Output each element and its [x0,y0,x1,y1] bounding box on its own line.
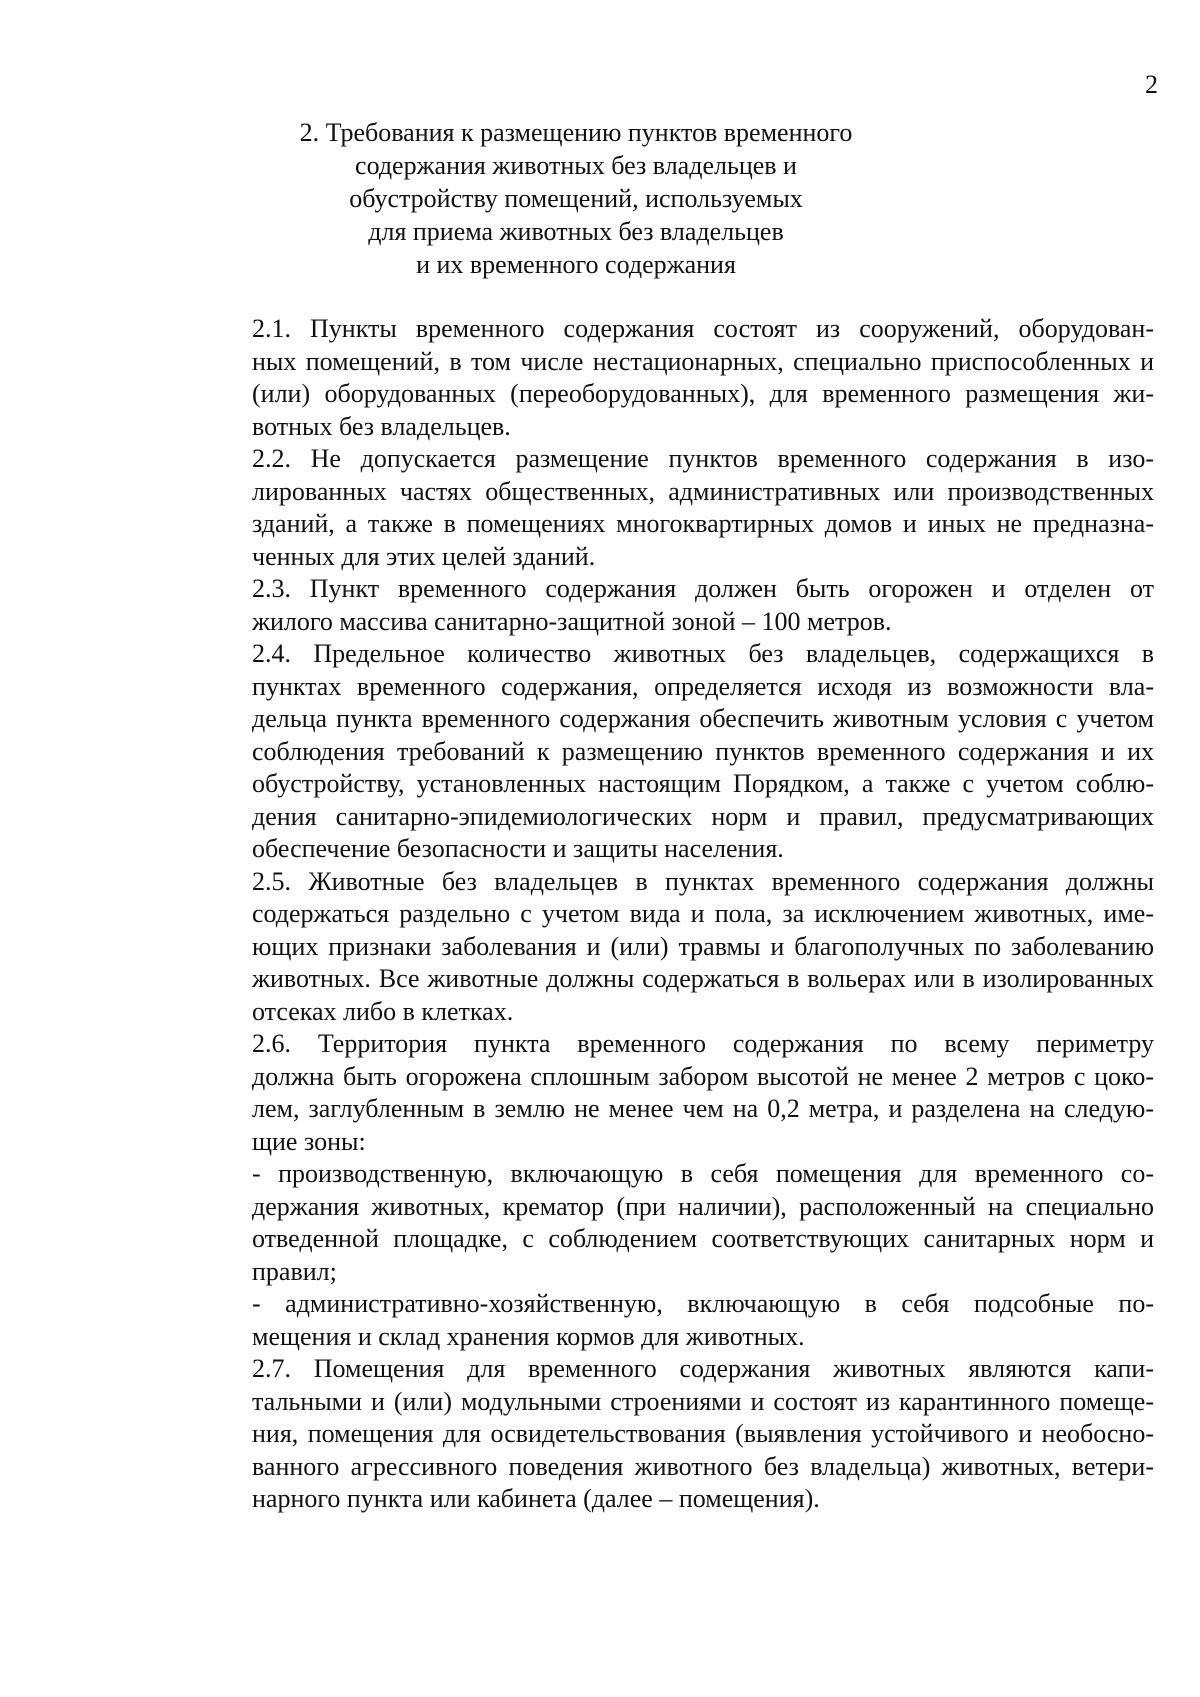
text-line: лем, заглубленным в землю не менее чем на 0,2 метра, и разделена на следую- [252,1094,1154,1123]
text-line: (или) оборудованных (переоборудованных), для временного размещения жи- [252,379,1154,408]
text-line: 2.1. Пункты временного содержания состоят из сооружений, оборудован- [252,314,1154,343]
paragraph-2-7 [180,1353,1154,1516]
text-line: ченных для этих целей зданий. [252,541,596,571]
text-line: вотных без владельцев. [252,411,511,441]
text-line: дения санитарно-эпидемиологических норм и правил, предусматривающих [252,801,1154,831]
text-line: должна быть огорожена сплошным забором высотой не менее 2 метров с цоко- [252,1061,1154,1091]
text-line: тальными и (или) модульными строениями и состоят из карантинного помеще- [252,1386,1154,1416]
list-item-admin-zone [180,1288,1154,1353]
paragraph-2-4 [180,638,1154,866]
paragraph-2-3 [180,573,1154,638]
text-line: дельца пункта временного содержания обеспечить животным условия с учетом [252,704,1154,733]
text-line: ванного агрессивного поведения животного без владельца) животных, ветери- [252,1451,1154,1481]
section-title-line: и их временного содержания [416,250,736,279]
page-number: 2 [1145,70,1158,99]
paragraph-2-2 [180,443,1154,573]
text-line: 2.7. Помещения для временного содержания животных являются капи- [252,1354,1154,1383]
text-line: 2.6. Территория пункта временного содержания по всему периметру [252,1029,1154,1058]
document-body [180,313,1154,1516]
text-line: содержаться раздельно с учетом вида и пола, за исключением животных, име- [252,899,1154,928]
text-line: отсеках либо в клетках. [252,996,514,1026]
text-line: обустройству, установленных настоящим Порядком, а также с учетом соблю- [252,769,1154,798]
text-line: мещения и склад хранения кормов для животных. [252,1321,805,1351]
text-line: ных помещений, в том числе нестационарных, специально приспособленных и [252,346,1154,376]
text-line: - административно-хозяйственную, включающую в себя подсобные по- [252,1289,1154,1318]
text-line: зданий, а также в помещениях многоквартирных домов и иных не предназна- [252,509,1154,538]
section-title-line: обустройству помещений, используемых [349,184,803,213]
text-line: отведенной площадке, с соблюдением соответствующих санитарных норм и [252,1224,1154,1253]
text-line: щие зоны: [252,1126,366,1156]
list-item-production-zone [180,1158,1154,1288]
text-line: обеспечение безопасности и защиты населения. [252,834,784,863]
text-line: пунктах временного содержания, определяется исходя из возможности вла- [252,671,1154,701]
section-title-line: для приема животных без владельцев [368,217,784,246]
text-line: 2.4. Предельное количество животных без владельцев, содержащихся в [252,639,1154,668]
paragraph-2-6 [180,1028,1154,1158]
section-title-line: содержания животных без владельцев и [355,151,797,180]
text-line: жилого массива санитарно-защитной зоной – 100 метров. [252,606,892,636]
section-title [176,116,976,281]
text-line: нарного пункта или кабинета (далее – помещения). [252,1484,820,1513]
text-line: 2.3. Пункт временного содержания должен быть огорожен и отделен от [252,574,1154,603]
text-line: 2.2. Не допускается размещение пунктов временного содержания в изо- [252,444,1154,473]
text-line: - производственную, включающую в себя помещения для временного со- [252,1159,1154,1188]
text-line: соблюдения требований к размещению пунктов временного содержания и их [252,736,1154,766]
text-line: ния, помещения для освидетельствования (выявления устойчивого и необосно- [252,1419,1154,1448]
section-title-line: 2. Требования к размещению пунктов временного [299,118,853,147]
text-line: ющих признаки заболевания и (или) травмы и благополучных по заболеванию [252,931,1154,961]
text-line: 2.5. Животные без владельцев в пунктах временного содержания должны [252,866,1154,896]
paragraph-2-5 [180,866,1154,1029]
paragraph-2-1 [180,313,1154,443]
text-line: лированных частях общественных, административных или производственных [252,476,1154,506]
text-line: держания животных, крематор (при наличии), расположенный на специально [252,1191,1154,1221]
text-line: правил; [252,1256,337,1286]
text-line: животных. Все животные должны содержаться в вольерах или в изолированных [252,964,1154,993]
